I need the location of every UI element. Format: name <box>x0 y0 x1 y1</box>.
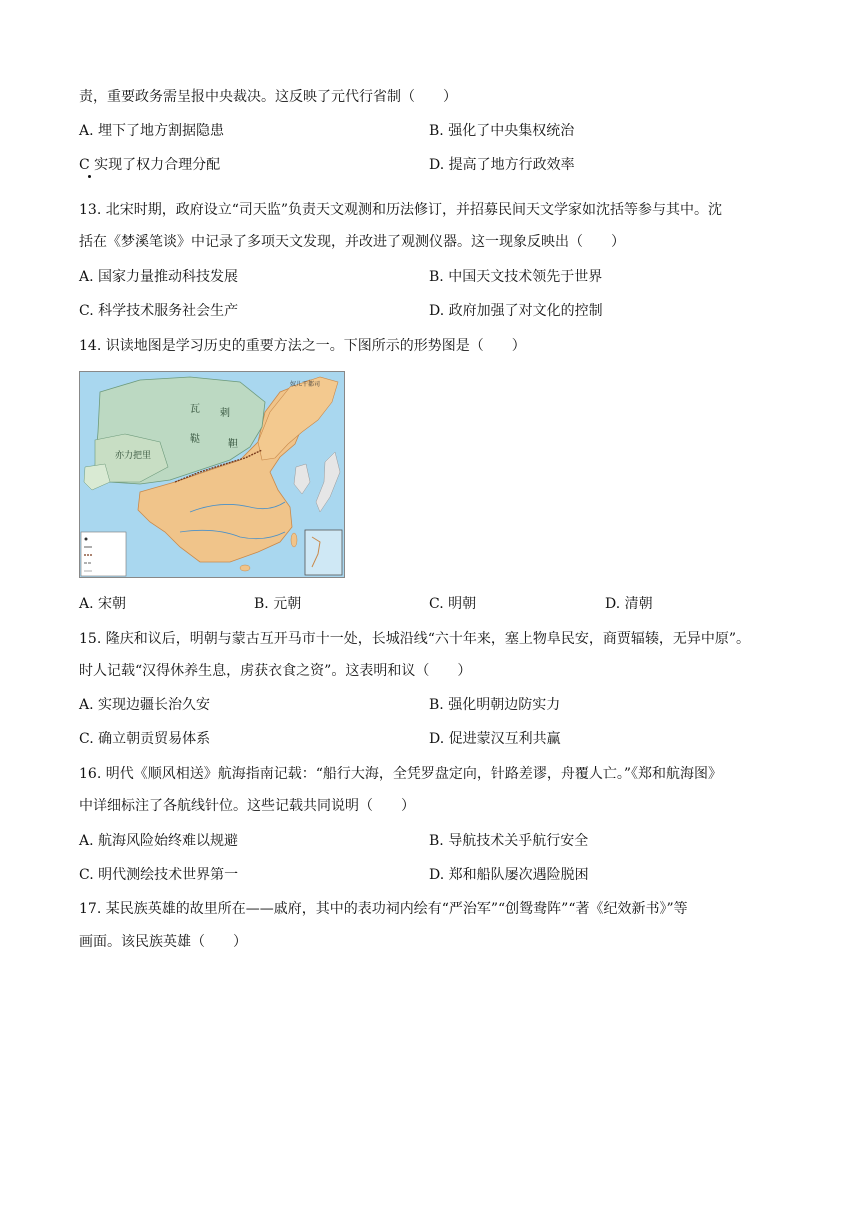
q16-option-b: B. 导航技术关乎航行安全 <box>429 833 589 849</box>
historical-map <box>79 371 345 578</box>
map-label-da: 鞑 <box>190 434 200 445</box>
q16-option-c: C. 明代测绘技术世界第一 <box>79 867 239 883</box>
q15-option-b: B. 强化明朝边防实力 <box>429 697 561 713</box>
q13-option-b: B. 中国天文技术领先于世界 <box>429 269 603 285</box>
map-label-nurgan: 奴儿干都司 <box>290 381 321 388</box>
q16-stem-line2: 中详细标注了各航线针位。这些记载共同说明（ ） <box>79 798 415 814</box>
q15-option-a: A. 实现边疆长治久安 <box>79 697 211 713</box>
q12-option-c: C 实现了权力合理分配 <box>79 157 221 173</box>
q14-option-d: D. 清朝 <box>605 596 653 612</box>
q12-stem: 责，重要政务需呈报中央裁决。这反映了元代行省制（ ） <box>79 89 457 105</box>
q13-option-d: D. 政府加强了对文化的控制 <box>429 303 603 319</box>
map-label-la: 剌 <box>220 408 230 419</box>
q15-option-c: C. 确立朝贡贸易体系 <box>79 731 211 747</box>
q14-stem: 14. 识读地图是学习历史的重要方法之一。下图所示的形势图是（ ） <box>79 338 526 354</box>
q14-option-a: A. 宋朝 <box>79 596 127 612</box>
q14-option-c: C. 明朝 <box>429 596 477 612</box>
q12-option-d: D. 提高了地方行政效率 <box>429 157 575 173</box>
q13-option-a: A. 国家力量推动科技发展 <box>79 269 239 285</box>
map-label-yili: 亦力把里 <box>115 451 152 461</box>
q13-stem-line1: 13. 北宋时期，政府设立“司天监”负责天文观测和历法修订，并招募民间天文学家如沈括等参与其中。沈 <box>79 202 723 218</box>
q12-option-a: A. 埋下了地方割据隐患 <box>79 123 225 139</box>
q12-option-b: B. 强化了中央集权统治 <box>429 123 575 139</box>
q14-option-b: B. 元朝 <box>254 596 302 612</box>
q15-stem-line1: 15. 隆庆和议后，明朝与蒙古互开马市十一处，长城沿线“六十年来，塞上物阜民安，商贾辐辏，无异中原”。 <box>79 631 751 647</box>
q15-stem-line2: 时人记载“汉得休养生息，虏获衣食之资”。这表明和议（ ） <box>79 663 472 679</box>
q13-stem-line2: 括在《梦溪笔谈》中记录了多项天文发现，并改进了观测仪器。这一现象反映出（ ） <box>79 234 625 250</box>
q17-stem-line1: 17. 某民族英雄的故里所在——戚府，其中的表功祠内绘有“严治军”“创鸳鸯阵”“著《纪效新书》”等 <box>79 901 688 917</box>
option-c-dot-mark <box>88 175 91 178</box>
q16-stem-line1: 16. 明代《顺风相送》航海指南记载：“船行大海，全凭罗盘定向，针路差谬，舟覆人亡。”《郑和航海图》 <box>79 766 723 782</box>
map-label-dan: 靼 <box>228 439 238 450</box>
q15-option-d: D. 促进蒙汉互利共赢 <box>429 731 561 747</box>
q17-stem-line2: 画面。该民族英雄（ ） <box>79 934 247 950</box>
q13-option-c: C. 科学技术服务社会生产 <box>79 303 239 319</box>
map-label-wa: 瓦 <box>190 404 200 415</box>
q16-option-a: A. 航海风险始终难以规避 <box>79 833 239 849</box>
q16-option-d: D. 郑和船队屡次遇险脱困 <box>429 867 589 883</box>
